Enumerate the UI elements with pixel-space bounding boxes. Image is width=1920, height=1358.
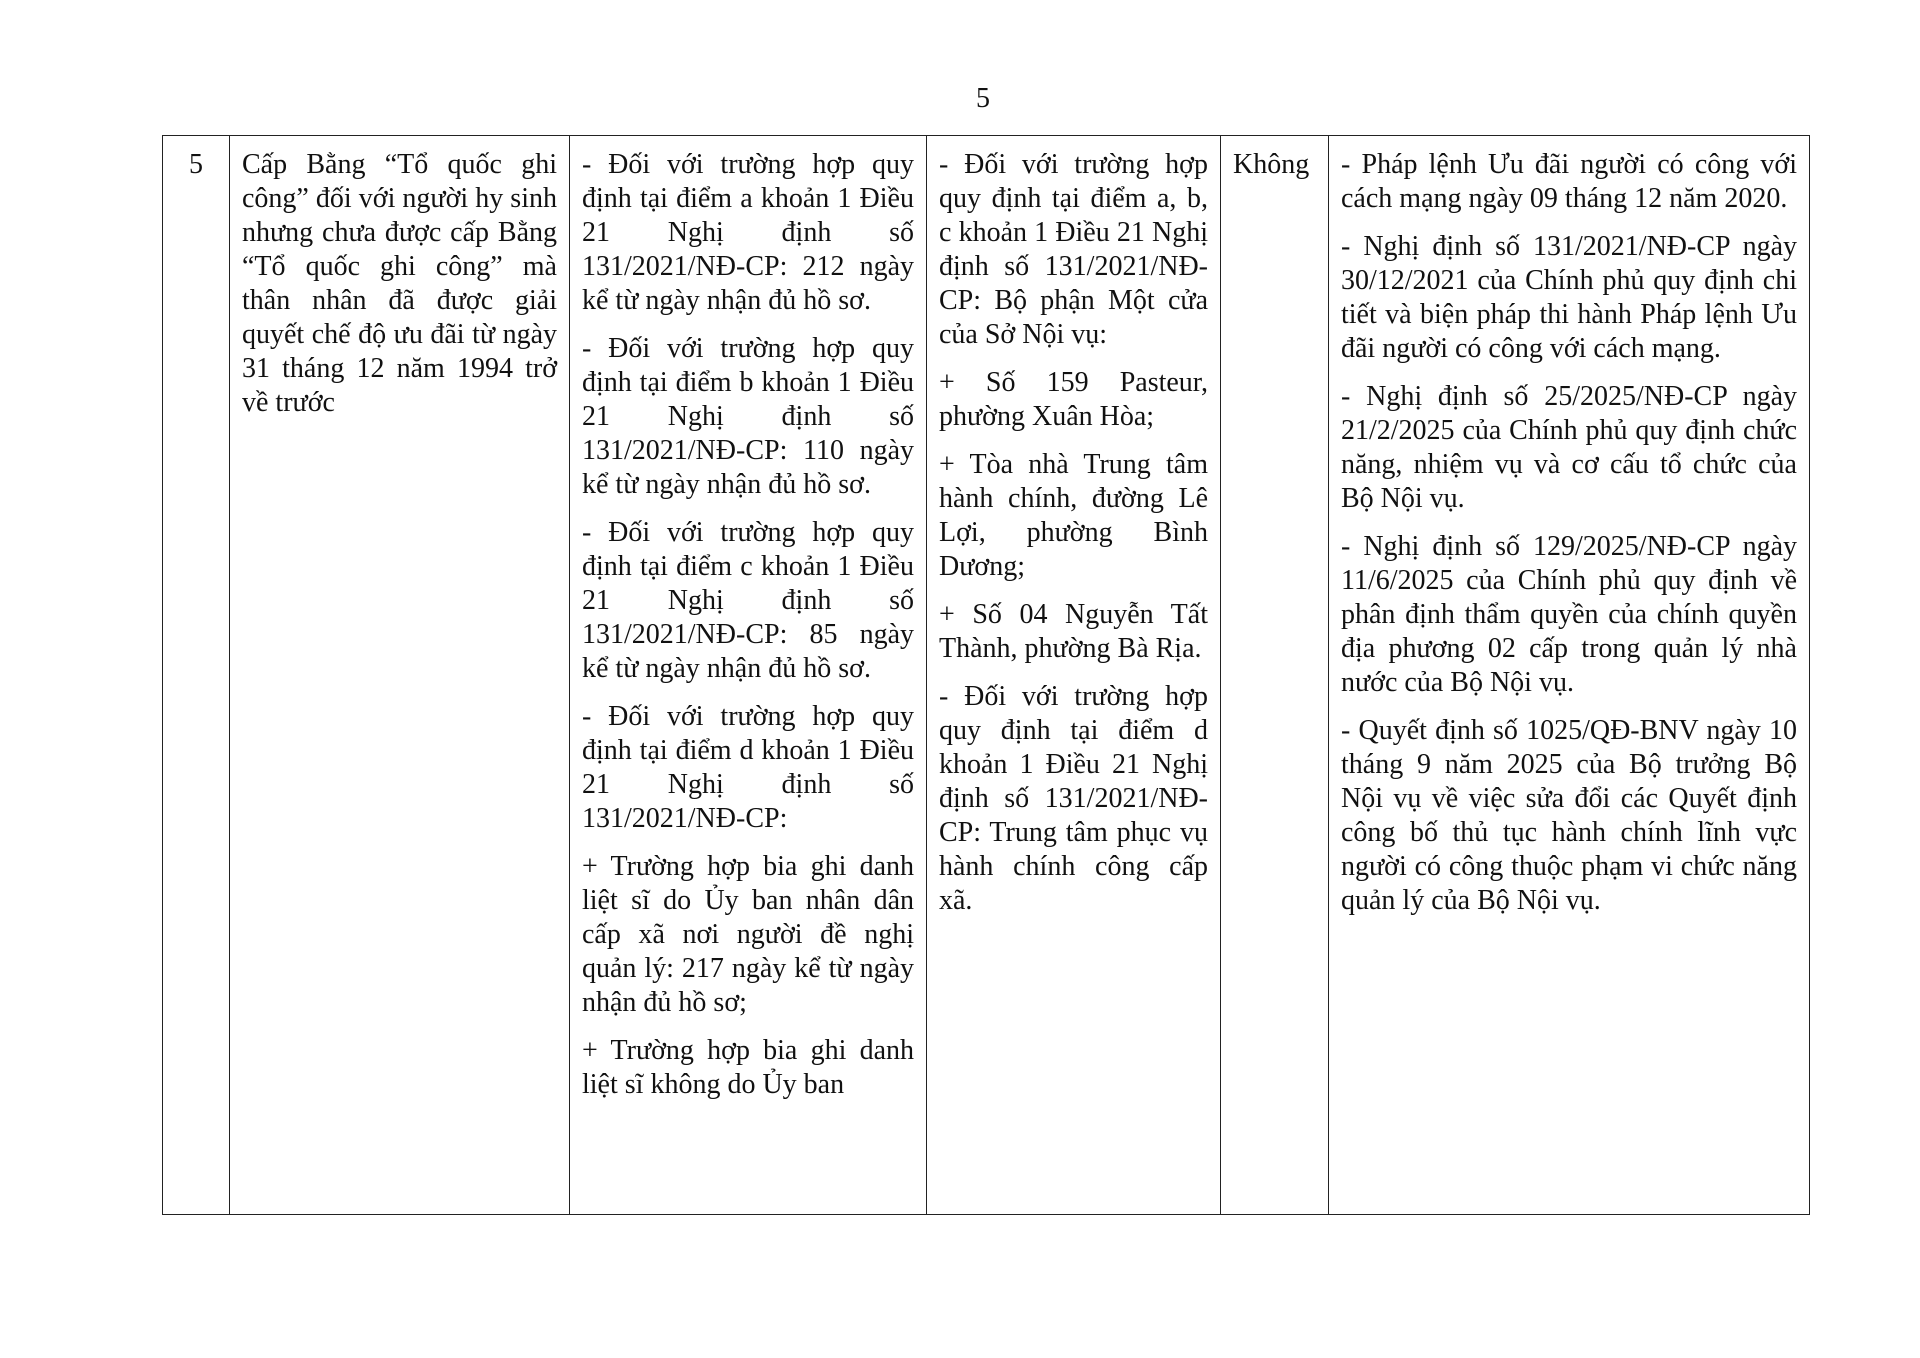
legal-paragraph: - Nghị định số 129/2025/NĐ-CP ngày 11/6/2025 của Chính phủ quy định về phân định thẩm quyền của chính quyền địa phương 02 cấp trong quản lý nhà nước của Bộ Nội vụ.: [1341, 531, 1797, 698]
time-paragraph: + Trường hợp bia ghi danh liệt sĩ không do Ủy ban: [582, 1035, 914, 1100]
cell-legal-basis: [1329, 136, 1810, 1215]
legal-paragraph: - Pháp lệnh Ưu đãi người có công với cách mạng ngày 09 tháng 12 năm 2020.: [1341, 149, 1797, 214]
place-paragraph: - Đối với trường hợp quy định tại điểm a, b, c khoản 1 Điều 21 Nghị định số 131/2021/NĐ-CP: Bộ phận Một cửa của Sở Nội vụ:: [939, 149, 1208, 350]
cell-procedure-name: Cấp Bằng “Tổ quốc ghi công” đối với người hy sinh nhưng chưa được cấp Bằng “Tổ quốc ghi công” mà thân nhân đã được giải quyết chế độ ưu đãi từ ngày 31 tháng 12 năm 1994 trở về trước: [230, 136, 570, 1215]
cell-place: [927, 136, 1221, 1215]
time-paragraph: - Đối với trường hợp quy định tại điểm a khoản 1 Điều 21 Nghị định số 131/2021/NĐ-CP: 212 ngày kể từ ngày nhận đủ hồ sơ.: [582, 149, 914, 316]
place-paragraph: + Số 04 Nguyễn Tất Thành, phường Bà Rịa.: [939, 599, 1208, 664]
time-paragraph: - Đối với trường hợp quy định tại điểm c khoản 1 Điều 21 Nghị định số 131/2021/NĐ-CP: 85 ngày kể từ ngày nhận đủ hồ sơ.: [582, 517, 914, 684]
place-paragraph: + Tòa nhà Trung tâm hành chính, đường Lê Lợi, phường Bình Dương;: [939, 449, 1208, 582]
legal-paragraph: - Quyết định số 1025/QĐ-BNV ngày 10 tháng 9 năm 2025 của Bộ trưởng Bộ Nội vụ về việc sửa đổi các Quyết định công bố thủ tục hành chính lĩnh vực người có công thuộc phạm vi chức năng quản lý của Bộ Nội vụ.: [1341, 715, 1797, 916]
table-row: [163, 136, 1810, 1215]
place-paragraph: - Đối với trường hợp quy định tại điểm d khoản 1 Điều 21 Nghị định số 131/2021/NĐ-CP: Trung tâm phục vụ hành chính công cấp xã.: [939, 681, 1208, 916]
cell-processing-time: [570, 136, 927, 1215]
cell-fee: Không: [1221, 136, 1329, 1215]
legal-paragraph: - Nghị định số 131/2021/NĐ-CP ngày 30/12/2021 của Chính phủ quy định chi tiết và biện pháp thi hành Pháp lệnh Ưu đãi người có công với cách mạng.: [1341, 231, 1797, 364]
time-paragraph: - Đối với trường hợp quy định tại điểm d khoản 1 Điều 21 Nghị định số 131/2021/NĐ-CP:: [582, 701, 914, 834]
place-paragraph: + Số 159 Pasteur, phường Xuân Hòa;: [939, 367, 1208, 432]
time-paragraph: + Trường hợp bia ghi danh liệt sĩ do Ủy ban nhân dân cấp xã nơi người đề nghị quản lý: 217 ngày kể từ ngày nhận đủ hồ sơ;: [582, 851, 914, 1018]
legal-paragraph: - Nghị định số 25/2025/NĐ-CP ngày 21/2/2025 của Chính phủ quy định chức năng, nhiệm vụ và cơ cấu tổ chức của Bộ Nội vụ.: [1341, 381, 1797, 514]
cell-stt: 5: [163, 136, 230, 1215]
page-number: 5: [976, 83, 990, 114]
time-paragraph: - Đối với trường hợp quy định tại điểm b khoản 1 Điều 21 Nghị định số 131/2021/NĐ-CP: 110 ngày kể từ ngày nhận đủ hồ sơ.: [582, 333, 914, 500]
procedure-table: [162, 135, 1810, 1215]
